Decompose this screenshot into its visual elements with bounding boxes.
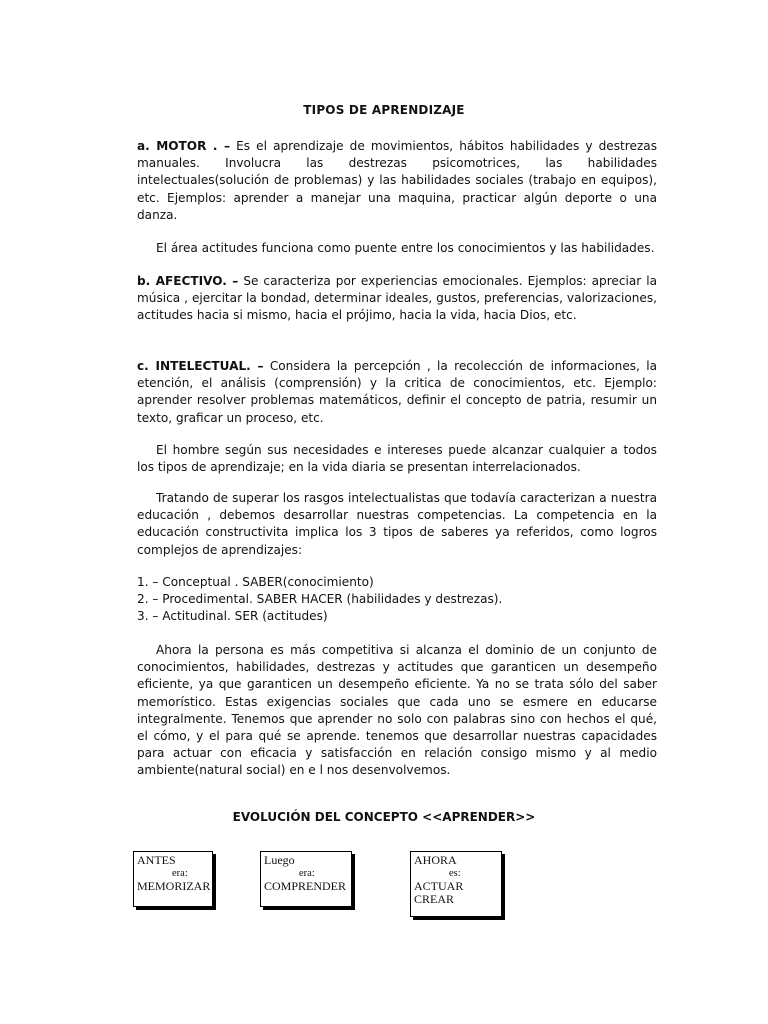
- saberes-list: [137, 574, 657, 626]
- area-actitudes-paragraph: El área actitudes funciona como puente entre los conocimientos y las habilidades.: [156, 241, 655, 255]
- intelectual-paragraph: [137, 358, 657, 427]
- ahora-paragraph: Ahora la persona es más competitiva si alcanza el dominio de un conjunto de conocimientos, habilidades, destrezas y actitudes que garanticen un desempeño eficiente, ya que garanticen un desempeño eficiente. Ya no se trata sólo del saber memorístico. Estas exigencias sociales que cada uno se esmere en educarse integralmente. Tenemos que aprender no solo con palabras sino con hechos el qué, el cómo, y el para qué se aprende. tenemos que desarrollar nuestras capacidades para actuar con eficacia y satisfacción en relación consigo mismo y al medio ambiente(natural social) en e l nos desenvolvemos.: [137, 643, 657, 778]
- afectivo-label: b. AFECTIVO. –: [137, 274, 239, 288]
- intelectual-text: Considera la percepción , la recolección de informaciones, la etención, el análisis (comprensión) y la critica de conocimientos, etc. Ejemplo: aprender resolver problemas matemáticos, definir el concepto de patria, resumir un texto, graficar un proceso, etc.: [137, 359, 657, 425]
- box-mid: era:: [299, 868, 315, 879]
- intelectual-label: c. INTELECTUAL. –: [137, 359, 264, 373]
- evolucion-title: EVOLUCIÓN DEL CONCEPTO <<APRENDER>>: [232, 810, 536, 824]
- tratando-paragraph: Tratando de superar los rasgos intelectualistas que todavía caracterizan a nuestra educación , debemos desarrollar nuestras competencias. La competencia en la educación constructivita implica los 3 tipos de saberes ya referidos, como logros complejos de aprendizajes:: [137, 491, 657, 557]
- box-line: COMPRENDER: [264, 879, 347, 893]
- motor-text: Es el aprendizaje de movimientos, hábitos habilidades y destrezas manuales. Involucra las destrezas psicomotrices, las habilidades intelectuales(solución de problemas) y las habilidades sociales (trabajo en equipos), etc. Ejemplos: aprender a manejar una maquina, practicar algún deporte o una danza.: [137, 139, 658, 222]
- list-item: 1. – Conceptual . SABER(conocimiento): [137, 575, 374, 589]
- box-head: AHORA: [414, 853, 457, 867]
- box-mid: era:: [172, 868, 188, 879]
- box-mid: es:: [449, 868, 461, 879]
- afectivo-text: Se caracteriza por experiencias emocionales. Ejemplos: apreciar la música , ejercitar la bondad, determinar ideales, gustos, preferencias, valorizaciones, actitudes hacia si mismo, hacia el prójimo, hacia la vida, hacia Dios, etc.: [137, 274, 658, 323]
- concept-box-ahora: [410, 851, 502, 917]
- list-item: 3. – Actitudinal. SER (actitudes): [137, 609, 328, 624]
- box-line: CREAR: [414, 892, 455, 906]
- concept-box-antes: [133, 851, 213, 907]
- box-line: ACTUAR: [414, 879, 464, 893]
- motor-paragraph: [137, 138, 657, 224]
- list-item: 2. – Procedimental. SABER HACER (habilidades y destrezas).: [137, 592, 503, 607]
- page-title: TIPOS DE APRENDIZAJE: [303, 103, 465, 117]
- hombre-paragraph: El hombre según sus necesidades e intereses puede alcanzar cualquier a todos los tipos de aprendizaje; en la vida diaria se presentan interrelacionados.: [137, 443, 657, 475]
- box-head: ANTES: [137, 853, 176, 867]
- afectivo-paragraph: [137, 273, 657, 325]
- box-head: Luego: [264, 853, 295, 867]
- concept-box-luego: [260, 851, 352, 907]
- box-line: MEMORIZAR: [137, 879, 211, 893]
- motor-label: a. MOTOR . –: [137, 139, 230, 153]
